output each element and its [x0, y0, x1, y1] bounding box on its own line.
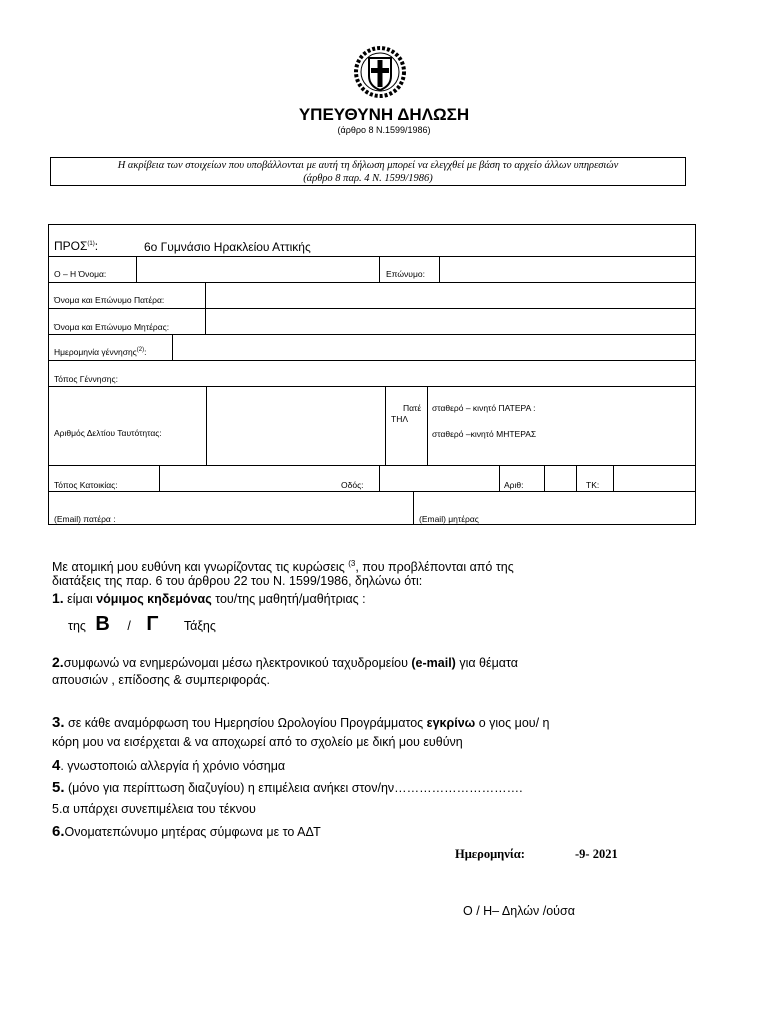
to-label: ΠΡΟΣ$^{(1)}$:	[54, 239, 99, 253]
to-recipient-value: 6ο Γυμνάσιο Ηρακλείου Αττικής	[144, 240, 311, 254]
surname-label: Επώνυμο:	[386, 269, 425, 279]
declaration-intro-line-1: Με ατομική μου ευθύνη και γνωρίζοντας τις κυρώσεις $^{(3}$, που προβλέπονται από της	[52, 559, 514, 575]
declaration-intro-line-2: διατάξεις της παρ. 6 του άρθρου 22 του Ν. 1599/1986, δηλώνω ότι:	[52, 574, 423, 588]
declaration-item-5a: 5.α υπάρχει συνεπιμέλεια του τέκνου	[52, 802, 256, 816]
declaration-item-2-line-2: απουσιών , επίδοσης & συμπεριφοράς.	[52, 673, 270, 687]
accuracy-notice-box	[50, 157, 686, 186]
place-of-birth-label: Τόπος Γέννησης:	[54, 374, 118, 384]
declaration-item-3-line-2: κόρη μου να εισέρχεται & να αποχωρεί από το σχολείο με δική μου ευθύνη	[52, 735, 463, 749]
mother-name-label: Όνομα και Επώνυμο Μητέρας:	[54, 322, 170, 332]
street-number-label: Αριθ:	[504, 480, 524, 490]
document-title: ΥΠΕΥΘΥΝΗ ΔΗΛΩΣΗ	[298, 105, 470, 124]
document-subtitle: (άρθρο 8 Ν.1599/1986)	[337, 125, 431, 135]
postal-code-label: ΤΚ:	[586, 480, 600, 490]
declaration-item-3: 3. σε κάθε αναμόρφωση του Ημερησίου Ωρολογίου Προγράμματος εγκρίνω ο γιος μου/ η	[52, 714, 550, 731]
father-name-label: Όνομα και Επώνυμο Πατέρα:	[54, 295, 165, 305]
declaration-item-4: 4. γνωστοποιώ αλλεργία ή χρόνιο νόσημα	[52, 757, 286, 774]
declaration-item-6: 6.Ονοματεπώνυμο μητέρας σύμφωνα με το ΑΔΤ	[52, 823, 321, 840]
first-name-label: Ο – Η Όνομα:	[54, 269, 107, 279]
date-label: Ημερομηνία:	[455, 847, 525, 861]
mother-phone-label: σταθερό –κινητό ΜΗΤΕΡΑΣ	[432, 429, 537, 439]
father-email-label: (Email) πατέρα :	[54, 514, 116, 524]
date-of-birth-label: Ημερομηνία γέννησης$^{(2)}$:	[54, 347, 147, 357]
id-number-label: Αριθμός Δελτίου Ταυτότητας:	[54, 428, 162, 438]
student-class-line: της Β / Γ Τάξης	[68, 613, 216, 635]
declaration-item-5: 5. (μόνο για περίπτωση διαζυγίου) η επιμέλεια ανήκει στον/ην………………………….	[52, 779, 523, 796]
mother-email-label: (Email) μητέρας	[419, 514, 479, 524]
date-value: -9- 2021	[575, 847, 618, 861]
declaration-form	[48, 224, 696, 525]
phone-label-father-short: Πατέ	[403, 403, 422, 413]
class-g-option: Γ	[146, 613, 159, 635]
street-label: Οδός:	[341, 480, 364, 490]
phone-label-short: ΤΗΛ	[391, 414, 409, 424]
declaration-item-1: 1. είμαι νόμιμος κηδεμόνας του/της μαθητή/μαθήτριας :	[52, 590, 366, 606]
signer-label: Ο / Η– Δηλών /ούσα	[463, 904, 575, 918]
father-phone-label: σταθερό – κινητό ΠΑΤΕΡΑ :	[432, 403, 536, 413]
declaration-item-2: 2.συμφωνώ να ενημερώνομαι μέσω ηλεκτρονικού ταχυδρομείου (e-mail) για θέματα	[52, 654, 518, 670]
notice-line-2: (άρθρο 8 παρ. 4 Ν. 1599/1986)	[303, 173, 433, 184]
class-b-option: Β	[95, 613, 110, 635]
greek-coat-of-arms-icon	[352, 44, 408, 100]
residence-label: Τόπος Κατοικίας:	[54, 480, 118, 490]
notice-line-1: Η ακρίβεια των στοιχείων που υποβάλλονται με αυτή τη δήλωση μπορεί να ελεγχθεί με βάση το αρχείο άλλων υπηρεσιών	[117, 160, 619, 171]
